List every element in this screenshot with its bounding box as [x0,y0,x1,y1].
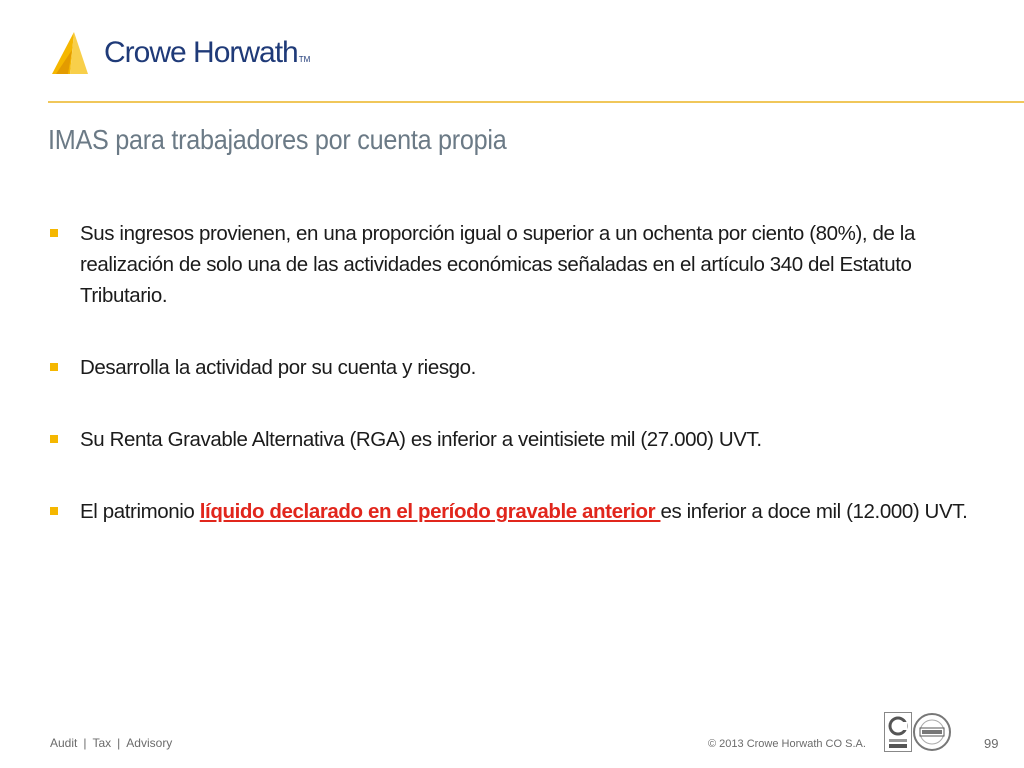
bullet-square-icon [50,507,58,515]
emphasized-text: líquido declarado en el período gravable anterior [199,500,661,523]
iqnet-certification-icon [912,712,952,752]
iso-certification-icon [884,712,912,752]
bullet-list [50,218,990,568]
header-divider [48,101,1024,103]
page-number: 99 [984,736,999,751]
bullet-item: Desarrolla la actividad por su cuenta y riesgo. [50,352,990,383]
slide-title: IMAS para trabajadores por cuenta propia [48,124,507,155]
crowe-horwath-logo [48,30,310,76]
bullet-item: Su Renta Gravable Alternativa (RGA) es inferior a veintisiete mil (27.000) UVT. [50,424,990,455]
brand-name: Crowe HorwathTM [104,36,311,69]
bullet-item: Sus ingresos provienen, en una proporción igual o superior a un ochenta por ciento (80%), de la realización de solo una de las actividades económicas señaladas en el artículo 340 del Estatuto Tributario. [50,218,990,311]
footer-services: Audit | Tax | Advisory [50,736,173,750]
bullet-square-icon [50,363,58,371]
bullet-square-icon [50,435,58,443]
bullet-square-icon [50,229,58,237]
copyright-text: © 2013 Crowe Horwath CO S.A. [708,738,866,750]
bullet-item: El patrimonio líquido declarado en el período gravable anterior es inferior a doce mil (12.000) UVT. [50,496,990,527]
crowe-logo-icon [48,30,100,76]
